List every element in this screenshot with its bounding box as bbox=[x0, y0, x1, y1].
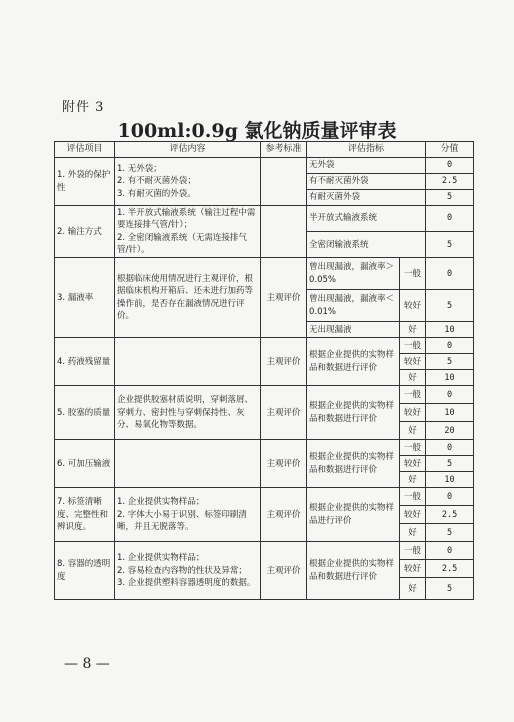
table-row bbox=[55, 440, 474, 456]
reference-cell bbox=[261, 158, 307, 206]
indicator-cell: 全密闭输液系统 bbox=[307, 232, 426, 258]
level-cell: 一般 bbox=[400, 488, 426, 506]
level-cell: 好 bbox=[400, 472, 426, 488]
reference-cell: 主观评价 bbox=[261, 542, 307, 600]
score-cell: 2.5 bbox=[426, 174, 474, 190]
level-cell: 较好 bbox=[400, 404, 426, 422]
table-row bbox=[55, 386, 474, 404]
indicator-cell: 根据企业提供的实物样品和数据进行评价 bbox=[307, 338, 400, 386]
score-cell: 20 bbox=[426, 422, 474, 440]
table-header-row bbox=[55, 142, 474, 158]
score-cell: 0 bbox=[426, 158, 474, 174]
item-cell: 8. 容器的透明度 bbox=[55, 542, 115, 600]
indicator-cell: 曾出现漏液，漏液率＞0.05% bbox=[307, 258, 400, 290]
header-item: 评估项目 bbox=[55, 142, 115, 158]
reference-cell: 主观评价 bbox=[261, 338, 307, 386]
header-indicator: 评估指标 bbox=[307, 142, 426, 158]
attachment-label: 附件 3 bbox=[62, 100, 105, 115]
table-row bbox=[55, 488, 474, 506]
content-cell bbox=[115, 338, 261, 386]
score-cell: 10 bbox=[426, 370, 474, 386]
level-cell: 较好 bbox=[400, 290, 426, 322]
score-cell: 10 bbox=[426, 322, 474, 338]
page-title: 100ml:0.9g 氯化钠质量评审表 bbox=[117, 120, 397, 142]
evaluation-table bbox=[54, 141, 474, 600]
indicator-cell: 根据企业提供的实物样品和数据进行评价 bbox=[307, 440, 400, 488]
table-row bbox=[55, 258, 474, 290]
score-cell: 5 bbox=[426, 290, 474, 322]
reference-cell: 主观评价 bbox=[261, 258, 307, 338]
content-cell: 根据临床使用情况进行主观评价，根据临床机构开箱后、还未进行加药等操作前，是否存在漏液情况进行评价。 bbox=[115, 258, 261, 338]
score-cell: 0 bbox=[426, 440, 474, 456]
indicator-cell: 根据企业提供的实物样品和数据进行评价 bbox=[307, 386, 400, 440]
item-cell: 4. 药液残留量 bbox=[55, 338, 115, 386]
indicator-cell: 有不耐灭菌外袋 bbox=[307, 174, 426, 190]
level-cell: 好 bbox=[400, 422, 426, 440]
table-row bbox=[55, 158, 474, 174]
page-number: — 8 — bbox=[64, 656, 110, 672]
score-cell: 5 bbox=[426, 524, 474, 542]
score-cell: 0 bbox=[426, 258, 474, 290]
level-cell: 较好 bbox=[400, 560, 426, 578]
score-cell: 0 bbox=[426, 338, 474, 354]
header-content: 评估内容 bbox=[115, 142, 261, 158]
indicator-cell: 曾出现漏液，漏液率＜0.01% bbox=[307, 290, 400, 322]
content-cell: 1. 企业提供实物样品； 2. 字体大小易于识别、标签印刷清晰，并且无脱落等。 bbox=[115, 488, 261, 542]
score-cell: 10 bbox=[426, 472, 474, 488]
level-cell: 较好 bbox=[400, 354, 426, 370]
item-cell: 2. 输注方式 bbox=[55, 206, 115, 258]
level-cell: 好 bbox=[400, 578, 426, 600]
score-cell: 0 bbox=[426, 542, 474, 560]
score-cell: 0 bbox=[426, 488, 474, 506]
reference-cell: 主观评价 bbox=[261, 440, 307, 488]
item-cell: 1. 外袋的保护性 bbox=[55, 158, 115, 206]
score-cell: 5 bbox=[426, 232, 474, 258]
level-cell: 一般 bbox=[400, 542, 426, 560]
content-cell bbox=[115, 440, 261, 488]
score-cell: 0 bbox=[426, 206, 474, 232]
reference-cell: 主观评价 bbox=[261, 488, 307, 542]
score-cell: 5 bbox=[426, 456, 474, 472]
level-cell: 好 bbox=[400, 524, 426, 542]
level-cell: 较好 bbox=[400, 506, 426, 524]
reference-cell: 主观评价 bbox=[261, 386, 307, 440]
score-cell: 5 bbox=[426, 578, 474, 600]
item-cell: 3. 漏液率 bbox=[55, 258, 115, 338]
indicator-cell: 无外袋 bbox=[307, 158, 426, 174]
header-score: 分值 bbox=[426, 142, 474, 158]
score-cell: 2.5 bbox=[426, 560, 474, 578]
content-cell: 1. 无外袋； 2. 有不耐灭菌外袋； 3. 有耐灭菌的外袋。 bbox=[115, 158, 261, 206]
score-cell: 5 bbox=[426, 190, 474, 206]
indicator-cell: 有耐灭菌外袋 bbox=[307, 190, 426, 206]
item-cell: 5. 胶塞的质量 bbox=[55, 386, 115, 440]
level-cell: 一般 bbox=[400, 440, 426, 456]
level-cell: 较好 bbox=[400, 456, 426, 472]
header-reference: 参考标准 bbox=[261, 142, 307, 158]
score-cell: 2.5 bbox=[426, 506, 474, 524]
score-cell: 10 bbox=[426, 404, 474, 422]
level-cell: 一般 bbox=[400, 258, 426, 290]
level-cell: 一般 bbox=[400, 386, 426, 404]
score-cell: 0 bbox=[426, 386, 474, 404]
item-cell: 7. 标签清晰度、完整性和辨识度。 bbox=[55, 488, 115, 542]
level-cell: 好 bbox=[400, 322, 426, 338]
reference-cell bbox=[261, 206, 307, 258]
score-cell: 5 bbox=[426, 354, 474, 370]
level-cell: 一般 bbox=[400, 338, 426, 354]
indicator-cell: 无出现漏液 bbox=[307, 322, 400, 338]
content-cell: 1. 企业提供实物样品； 2. 容易检查内容物的性状及异常； 3. 企业提供塑料容器透明度的数据。 bbox=[115, 542, 261, 600]
level-cell: 好 bbox=[400, 370, 426, 386]
indicator-cell: 根据企业提供的实物样品和数据进行评价 bbox=[307, 542, 400, 600]
indicator-cell: 根据企业提供的实物样品进行评价 bbox=[307, 488, 400, 542]
indicator-cell: 半开放式输液系统 bbox=[307, 206, 426, 232]
table-row bbox=[55, 206, 474, 232]
table-row bbox=[55, 542, 474, 560]
item-cell: 6. 可加压输液 bbox=[55, 440, 115, 488]
content-cell: 1. 半开放式输液系统（输注过程中需要连接排气管/针）； 2. 全密闭输液系统（无需连接排气管/针）。 bbox=[115, 206, 261, 258]
table-row bbox=[55, 338, 474, 354]
content-cell: 企业提供胶塞材质说明，穿刺落屑、穿刺力、密封性与穿刺保持性、灰分、易氧化物等数据。 bbox=[115, 386, 261, 440]
